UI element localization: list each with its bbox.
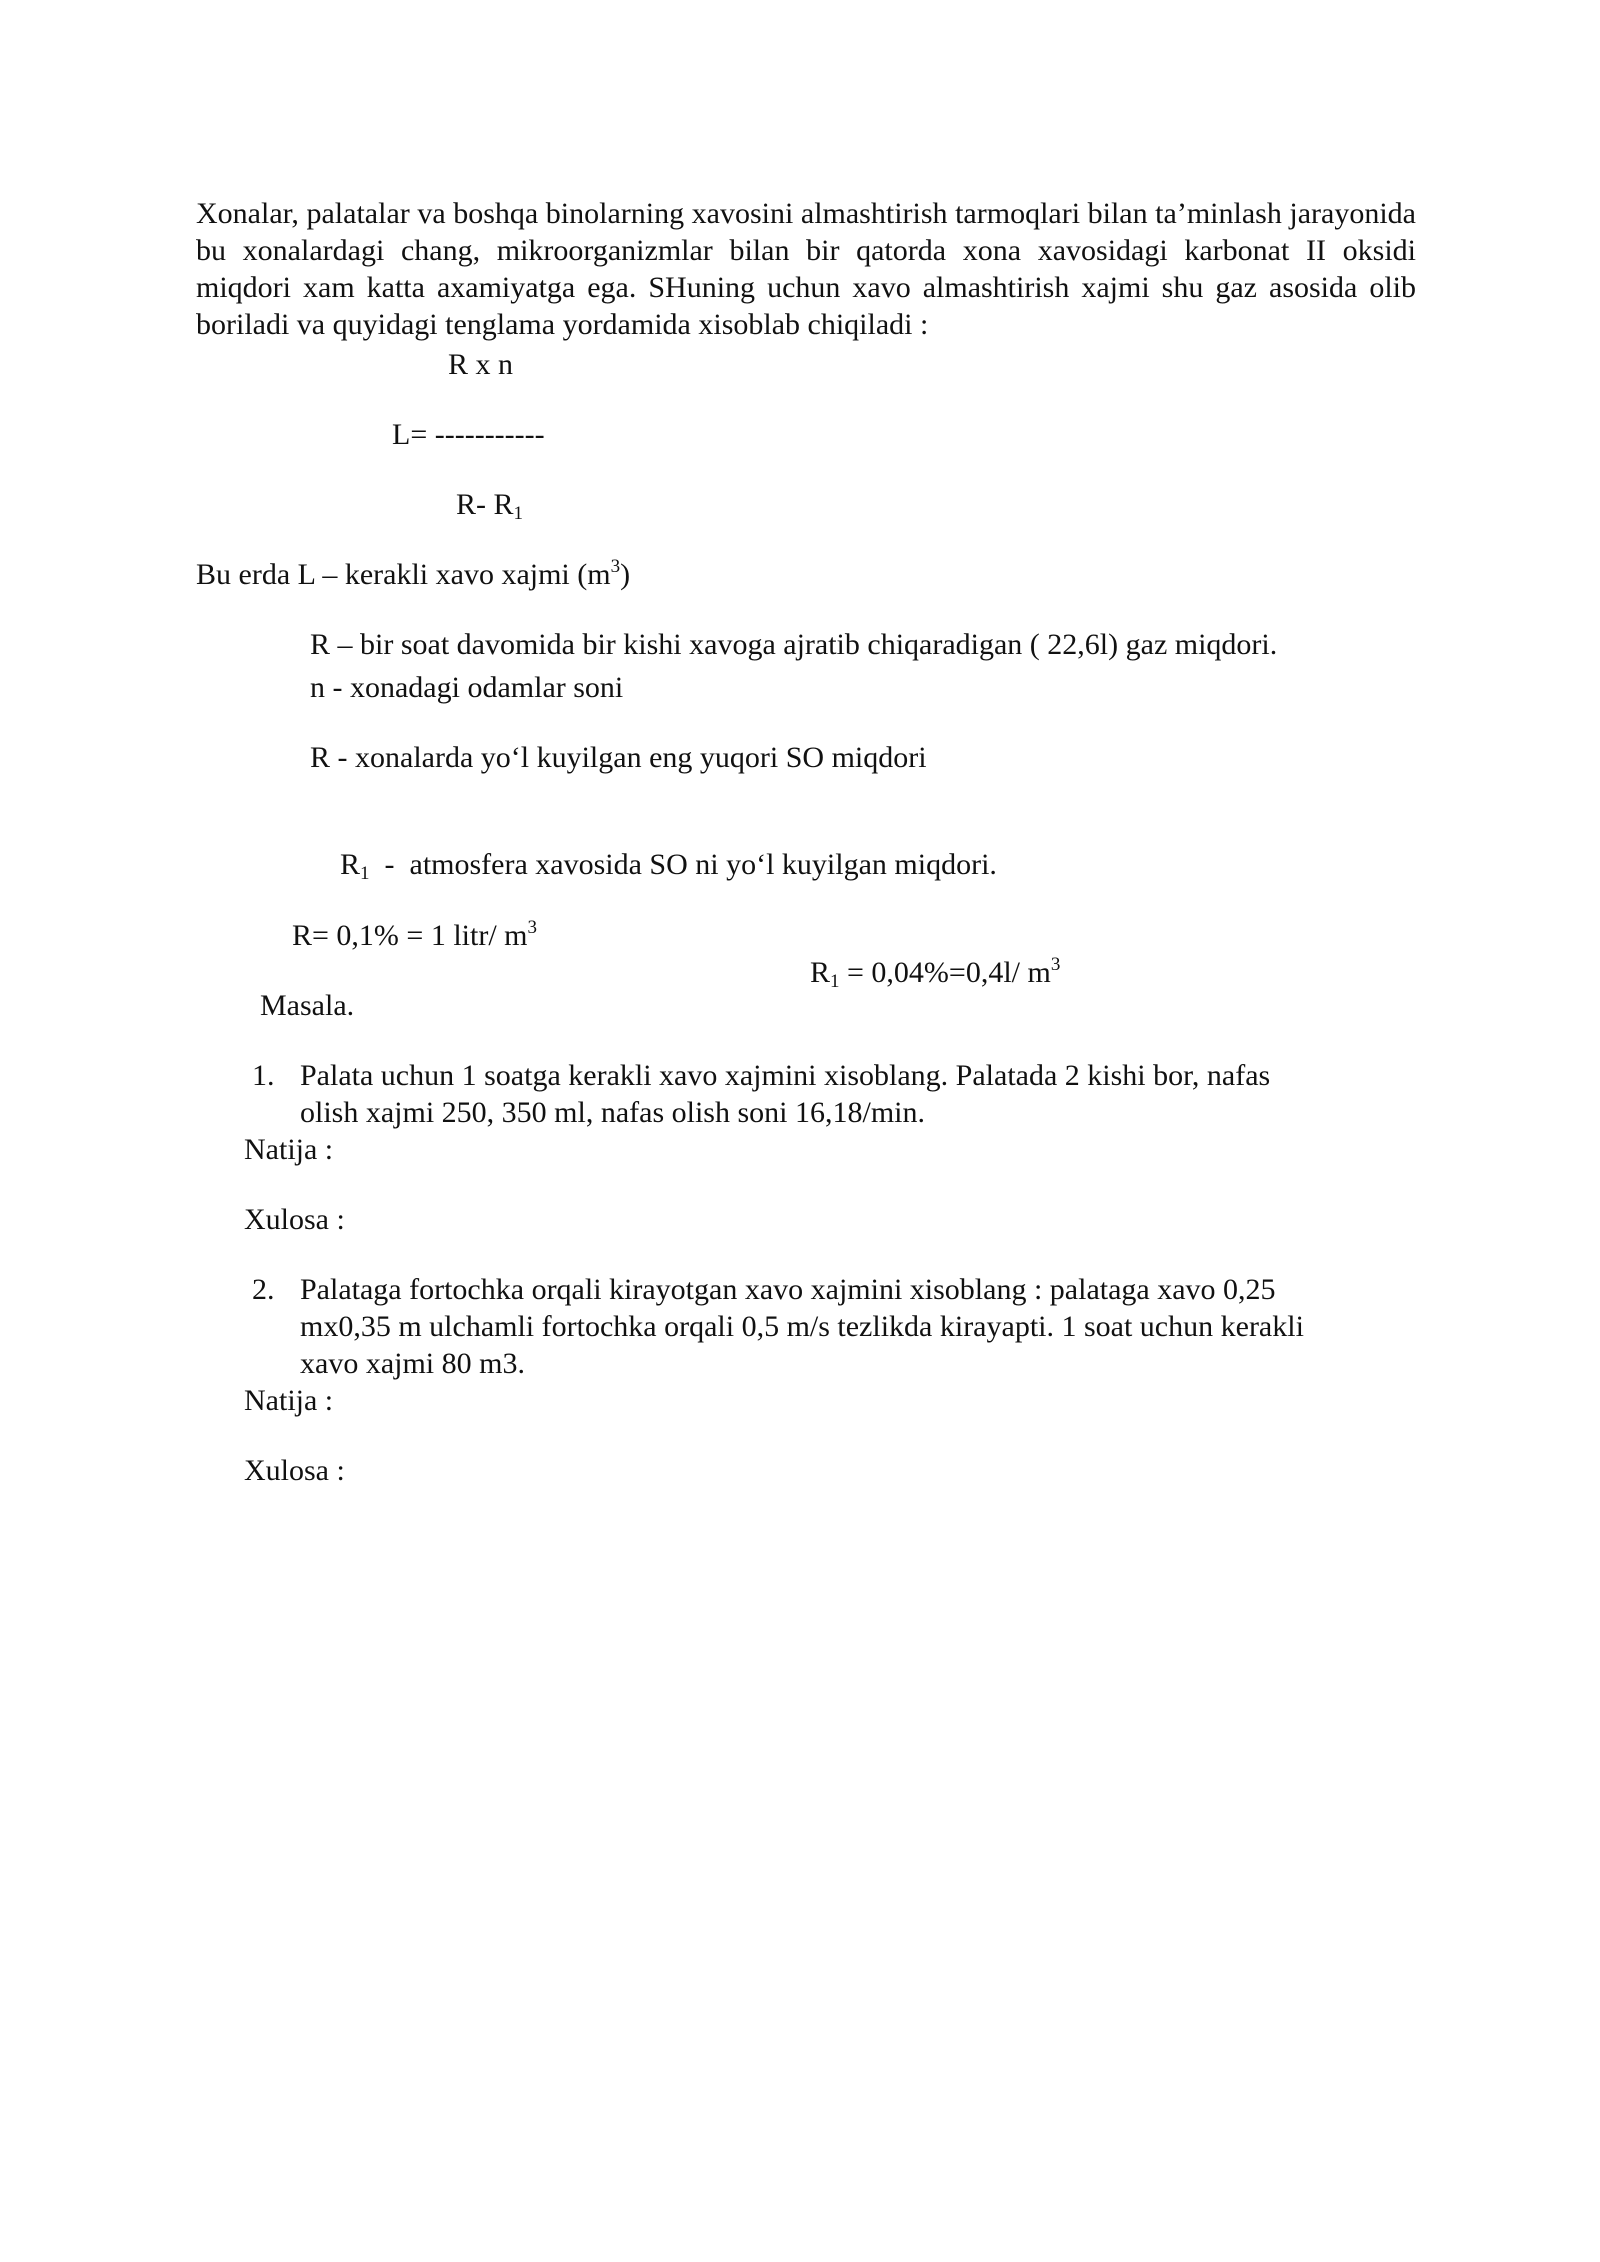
- value-r: [292, 917, 537, 954]
- task-2-natija: Natija :: [244, 1384, 334, 1417]
- value-r-sup: 3: [527, 917, 538, 938]
- task-2-xulosa: Xulosa :: [244, 1454, 345, 1487]
- definition-r1-base: R: [340, 848, 361, 881]
- formula-denominator-base: R- R: [456, 488, 514, 521]
- value-r-text: R= 0,1% = 1 litr/ m: [292, 919, 528, 952]
- definition-r: R – bir soat davomida bir kishi xavoga ajratib chiqaradigan ( 22,6l) gaz miqdori.: [310, 628, 1278, 661]
- value-r1-sup: 3: [1050, 954, 1061, 975]
- task-2-line-2: mx0,35 m ulchamli fortochka orqali 0,5 m/s tezlikda kirayapti. 1 soat uchun kerakli: [300, 1310, 1304, 1343]
- task-2-line-1: Palataga fortochka orqali kirayotgan xavo xajmini xisoblang : palataga xavo 0,25: [300, 1273, 1276, 1306]
- value-r1-base: R: [810, 956, 831, 989]
- formula-numerator: R x n: [448, 348, 514, 381]
- definitions-lead-tail: ): [620, 558, 631, 591]
- masala-heading: Masala.: [260, 989, 355, 1022]
- task-1-line-1: Palata uchun 1 soatga kerakli xavo xajmini xisoblang. Palatada 2 kishi bor, nafas: [300, 1059, 1271, 1092]
- definitions-lead-text: Bu erda L – kerakli xavo xajmi (m: [196, 558, 611, 591]
- value-r1: [780, 917, 1060, 1028]
- task-2-line-3: xavo xajmi 80 m3.: [300, 1347, 525, 1380]
- definition-r-max: R - xonalarda yo‘l kuyilgan eng yuqori SO miqdori: [310, 741, 927, 774]
- value-r1-sub: 1: [830, 971, 840, 992]
- definition-r1-text: - atmosfera xavosida SO ni yo‘l kuyilgan miqdori.: [369, 848, 997, 881]
- definition-r1: [310, 809, 997, 920]
- definitions-lead-sup: 3: [610, 556, 621, 577]
- definition-n: n - xonadagi odamlar soni: [310, 671, 624, 704]
- task-1-xulosa: Xulosa :: [244, 1203, 345, 1236]
- formula-lhs: L= -----------: [392, 418, 545, 451]
- intro-paragraph: Xonalar, palatalar va boshqa binolarning xavosini almashtirish tarmoqlari bilan ta’minlash jarayonida bu xonalardagi chang, mikroorganizmlar bilan bir qatorda xona xavosidagi karbonat II oksidi miqdori xam katta axamiyatga ega. SHuning uchun xavo almashtirish xajmi shu gaz asosida olib boriladi va quyidagi tenglama yordamida xisoblab chiqiladi :: [196, 197, 1416, 341]
- task-1-number: 1.: [252, 1059, 275, 1092]
- formula-denominator-sub: 1: [513, 503, 524, 524]
- definition-r1-sub: 1: [360, 863, 370, 884]
- definitions-lead: [196, 556, 630, 593]
- formula-denominator: [456, 486, 523, 523]
- value-r1-text: = 0,04%=0,4l/ m: [839, 956, 1051, 989]
- task-1-line-2: olish xajmi 250, 350 ml, nafas olish soni 16,18/min.: [300, 1096, 925, 1129]
- task-1-natija: Natija :: [244, 1133, 334, 1166]
- task-2-number: 2.: [252, 1273, 275, 1306]
